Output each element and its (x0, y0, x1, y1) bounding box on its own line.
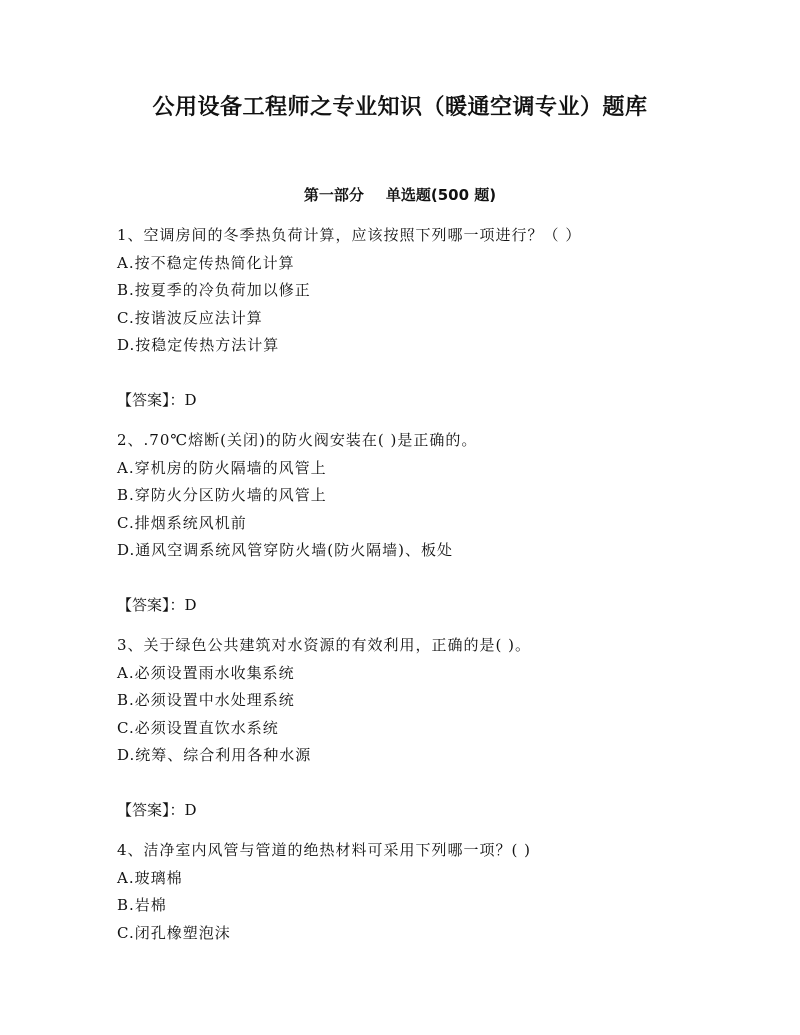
answer-value: D (184, 390, 198, 409)
answer-value: D (184, 595, 198, 614)
option-b: B.按夏季的冷负荷加以修正 (117, 281, 311, 299)
option-c: C.必须设置直饮水系统 (117, 718, 279, 737)
option-d: D.按稳定传热方法计算 (117, 336, 280, 354)
answer-line (117, 592, 737, 620)
option-a: A.按不稳定传热简化计算 (117, 253, 295, 272)
answer-value: D (184, 800, 198, 819)
option-c: C.闭孔橡塑泡沫 (117, 923, 231, 942)
question-3 (117, 632, 737, 824)
answer-line (117, 797, 737, 825)
section-part: 第一部分 (303, 186, 364, 204)
question-stem: 1、空调房间的冬季热负荷计算，应该按照下列哪一项进行？（ ） (117, 226, 582, 244)
option-a: A.穿机房的防火隔墙的风管上 (117, 458, 327, 477)
question-2 (117, 427, 737, 619)
question-4 (117, 837, 737, 947)
answer-label: 【答案】： (117, 390, 185, 409)
question-stem: 2、.70℃熔断(关闭)的防火阀安装在( )是正确的。 (117, 431, 478, 449)
answer-label: 【答案】： (117, 800, 185, 819)
answer-line (117, 387, 737, 415)
section-heading (0, 184, 800, 206)
question-stem: 3、关于绿色公共建筑对水资源的有效利用，正确的是( )。 (117, 636, 532, 654)
option-b: B.岩棉 (117, 896, 167, 914)
question-list (117, 222, 737, 947)
section-name: 单选题(500 题) (385, 186, 497, 204)
question-stem: 4、洁净室内风管与管道的绝热材料可采用下列哪一项？( ) (117, 841, 532, 859)
page-title: 公用设备工程师之专业知识（暖通空调专业）题库 (152, 95, 648, 120)
question-1 (117, 222, 737, 414)
option-c: C.排烟系统风机前 (117, 513, 247, 532)
option-b: B.穿防火分区防火墙的风管上 (117, 486, 327, 504)
option-d: D.通风空调系统风管穿防火墙(防火隔墙)、板处 (117, 541, 453, 559)
option-a: A.必须设置雨水收集系统 (117, 663, 295, 682)
option-b: B.必须设置中水处理系统 (117, 691, 295, 709)
option-c: C.按谐波反应法计算 (117, 308, 263, 327)
option-d: D.统筹、综合利用各种水源 (117, 746, 312, 764)
option-a: A.玻璃棉 (117, 868, 183, 887)
answer-label: 【答案】： (117, 595, 185, 614)
